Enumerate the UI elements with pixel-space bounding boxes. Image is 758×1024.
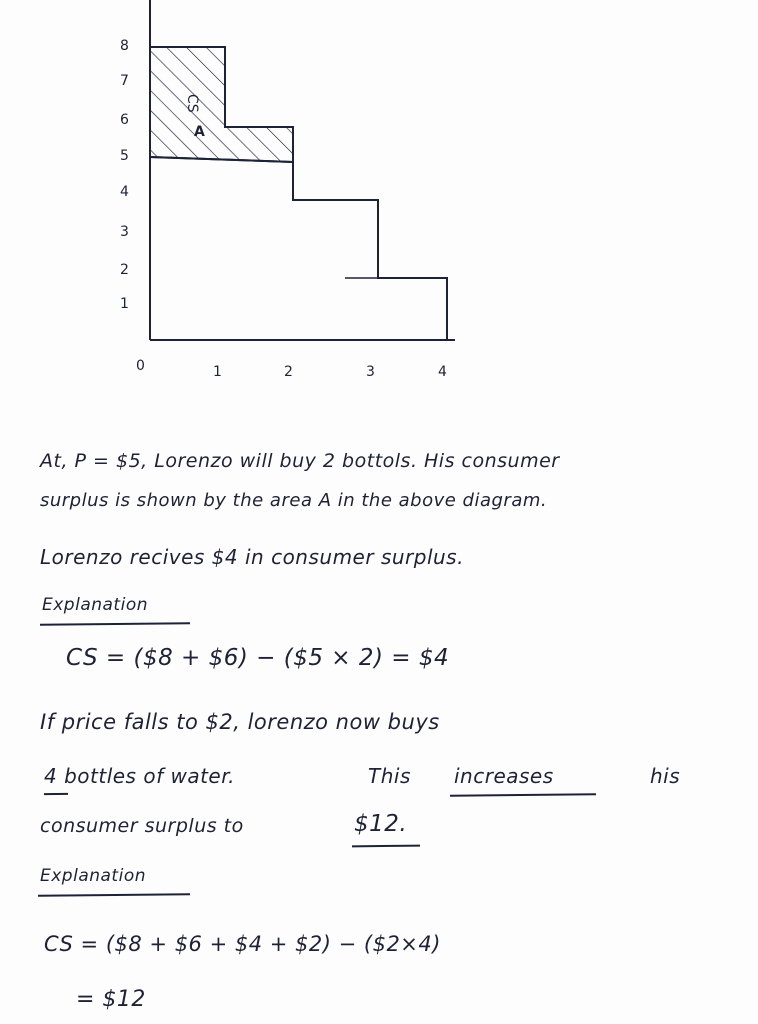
y-tick-2: 2 bbox=[120, 262, 129, 278]
formula-1: CS = ($8 + $6) − ($5 × 2) = $4 bbox=[66, 645, 450, 671]
answer-line-5c: increases bbox=[454, 764, 554, 788]
y-tick-6: 6 bbox=[120, 112, 129, 128]
quantity-underline bbox=[44, 793, 68, 795]
answer-line-3: Lorenzo recives $4 in consumer surplus. bbox=[40, 545, 464, 569]
answer-line-6b: $12. bbox=[354, 811, 408, 837]
consumer-surplus-area bbox=[150, 47, 293, 162]
explanation-heading-2: Explanation bbox=[40, 866, 146, 886]
answer-line-5d: his bbox=[650, 764, 681, 788]
answer-line-2: surplus is shown by the area A in the above diagram. bbox=[40, 490, 548, 511]
x-tick-3: 3 bbox=[366, 364, 375, 380]
answer-line-1: At, P = $5, Lorenzo will buy 2 bottols. His consumer bbox=[40, 450, 560, 472]
consumer-surplus-diagram bbox=[0, 0, 758, 400]
increases-underline bbox=[450, 793, 596, 797]
answer-line-4: If price falls to $2, lorenzo now buys bbox=[40, 710, 440, 734]
y-tick-3: 3 bbox=[120, 224, 129, 240]
y-tick-4: 4 bbox=[120, 184, 129, 200]
answer-line-5b: This bbox=[368, 764, 411, 788]
twelve-underline bbox=[352, 845, 420, 848]
x-tick-2: 2 bbox=[284, 364, 293, 380]
formula-2: CS = ($8 + $6 + $4 + $2) − ($2×4) bbox=[44, 932, 441, 956]
y-tick-7: 7 bbox=[120, 73, 129, 89]
y-tick-1: 1 bbox=[120, 296, 129, 312]
formula-3: = $12 bbox=[76, 987, 146, 1012]
answer-line-6a: consumer surplus to bbox=[40, 815, 244, 837]
explanation-heading-2-underline bbox=[38, 893, 190, 897]
answer-line-5a: 4 bottles of water. bbox=[44, 764, 235, 788]
area-cs-label: CS bbox=[184, 94, 200, 113]
area-a-label: A bbox=[194, 124, 205, 140]
x-tick-1: 1 bbox=[213, 364, 222, 380]
y-tick-8: 8 bbox=[120, 38, 129, 54]
explanation-heading-1: Explanation bbox=[42, 595, 148, 615]
x-tick-4: 4 bbox=[438, 364, 447, 380]
x-tick-0: 0 bbox=[136, 358, 145, 374]
y-tick-5: 5 bbox=[120, 148, 129, 164]
explanation-heading-1-underline bbox=[40, 622, 190, 626]
